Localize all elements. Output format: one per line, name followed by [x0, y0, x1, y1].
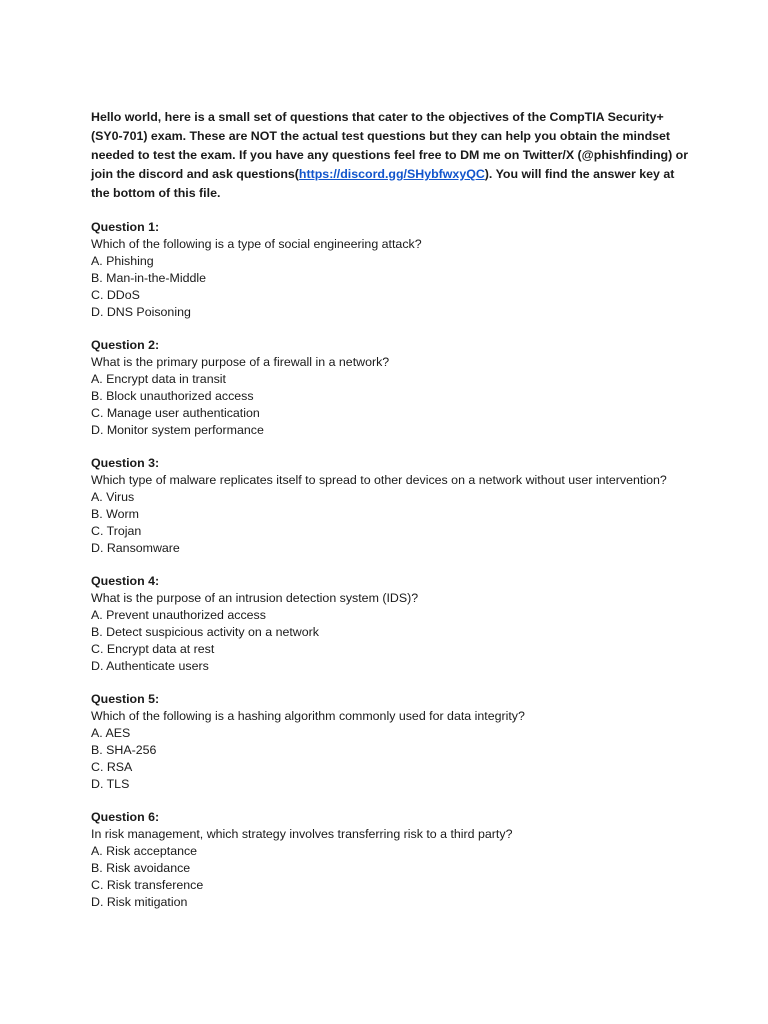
answer-option-a: A. Phishing [91, 254, 154, 268]
answer-option-d: D. Monitor system performance [91, 423, 264, 437]
answer-option-d: D. Risk mitigation [91, 895, 188, 909]
answer-option-b: B. SHA-256 [91, 743, 157, 757]
answer-option-d: D. TLS [91, 777, 130, 791]
question-block [91, 809, 691, 911]
question-text: Which type of malware replicates itself to spread to other devices on a network without user intervention? [91, 473, 667, 487]
question-block [91, 455, 691, 557]
question-text: Which of the following is a type of social engineering attack? [91, 237, 422, 251]
question-block [91, 573, 691, 675]
answer-option-c: C. RSA [91, 760, 133, 774]
question-text: What is the purpose of an intrusion detection system (IDS)? [91, 591, 419, 605]
answer-option-c: C. Risk transference [91, 878, 204, 892]
answer-option-c: C. Encrypt data at rest [91, 642, 215, 656]
answer-option-a: A. Encrypt data in transit [91, 372, 226, 386]
document-page [91, 108, 691, 927]
answer-option-b: B. Worm [91, 507, 139, 521]
answer-option-d: D. Authenticate users [91, 659, 209, 673]
question-text: In risk management, which strategy involves transferring risk to a third party? [91, 827, 513, 841]
answer-option-a: A. Risk acceptance [91, 844, 198, 858]
answer-option-a: A. AES [91, 726, 131, 740]
intro-paragraph [91, 108, 691, 203]
question-title: Question 3: [91, 456, 160, 470]
question-title: Question 5: [91, 692, 160, 706]
question-block [91, 691, 691, 793]
answer-option-a: A. Virus [91, 490, 135, 504]
discord-link[interactable]: https://discord.gg/SHybfwxyQC [298, 167, 485, 181]
question-title: Question 6: [91, 810, 160, 824]
answer-option-c: C. Trojan [91, 524, 142, 538]
answer-option-b: B. Block unauthorized access [91, 389, 254, 403]
question-text: What is the primary purpose of a firewall in a network? [91, 355, 390, 369]
answer-option-b: B. Risk avoidance [91, 861, 191, 875]
question-title: Question 4: [91, 574, 160, 588]
answer-option-c: C. Manage user authentication [91, 406, 260, 420]
intro-text-before-link: Hello world, here is a small set of questions that cater to the objectives of the CompTIA Security+ (SY0-701) exam. These are NOT the actual test questions but they can help you obtain the mindset needed to test the exam. If you have any questions feel free to DM me on Twitter/X (@phishfinding) or join the discord and ask questions( [91, 110, 689, 181]
answer-option-d: D. DNS Poisoning [91, 305, 191, 319]
question-text: Which of the following is a hashing algorithm commonly used for data integrity? [91, 709, 525, 723]
answer-option-d: D. Ransomware [91, 541, 180, 555]
question-block [91, 337, 691, 439]
intro-text-after-link: ). You will find the answer key at the bottom of this file. [91, 167, 675, 200]
question-title: Question 1: [91, 220, 160, 234]
answer-option-c: C. DDoS [91, 288, 140, 302]
question-block [91, 219, 691, 321]
answer-option-b: B. Man-in-the-Middle [91, 271, 207, 285]
question-title: Question 2: [91, 338, 160, 352]
answer-option-a: A. Prevent unauthorized access [91, 608, 266, 622]
answer-option-b: B. Detect suspicious activity on a network [91, 625, 319, 639]
